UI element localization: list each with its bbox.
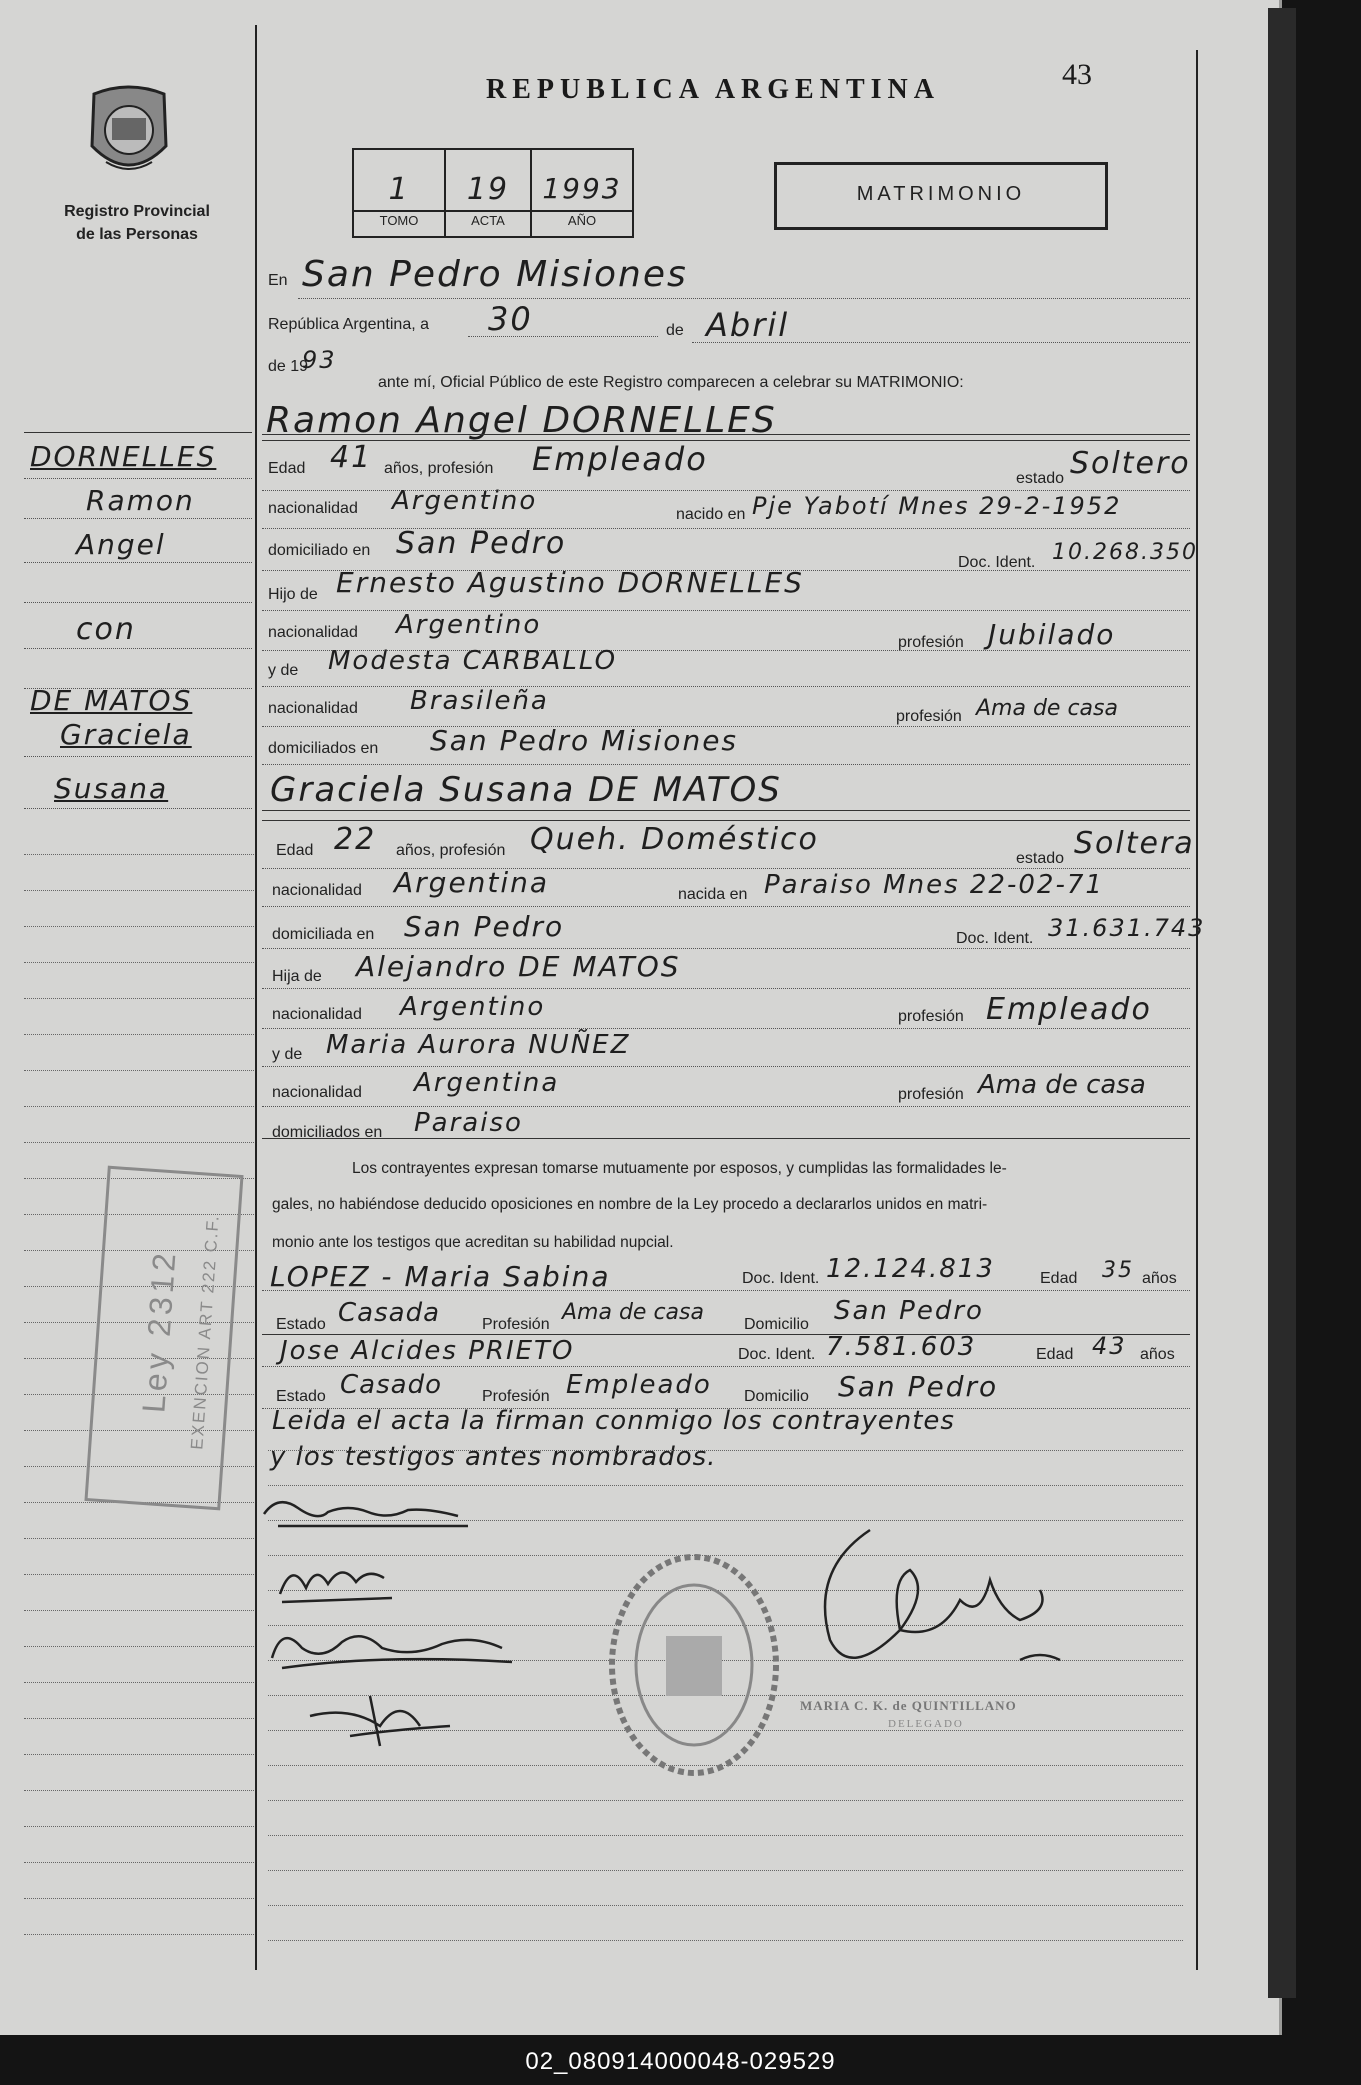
anio-label: AÑO [567, 213, 597, 228]
closing-line-1: Leida el acta la firman conmigo los contrayentes [272, 1406, 955, 1436]
groom-born-label: nacido en [676, 506, 746, 523]
bride-status: Soltera [1074, 826, 1195, 861]
act-type-label: MATRIMONIO [856, 183, 1026, 205]
bride-doc: 31.631.743 [1048, 914, 1206, 942]
acta-label: ACTA [471, 213, 505, 228]
bride-mother-nationality: Argentina [414, 1068, 560, 1098]
margin-con: con [76, 612, 136, 647]
witness1-doc-label: Doc. Ident. [742, 1270, 820, 1287]
year-suffix-value: 93 [302, 346, 337, 374]
witness2-years-label: años [1140, 1346, 1175, 1363]
closing-line-2: y los testigos antes nombrados. [270, 1442, 717, 1472]
groom-father-nationality: Argentino [396, 610, 542, 640]
witness2-age-label: Edad [1036, 1346, 1074, 1363]
bride-status-label: estado [1016, 850, 1065, 867]
witness1-age-label: Edad [1040, 1270, 1078, 1287]
groom-doc: 10.268.350 [1052, 540, 1198, 565]
official-title: DELEGADO [888, 1718, 964, 1730]
witness2-name: Jose Alcides PRIETO [280, 1336, 575, 1366]
groom-father: Ernesto Agustino DORNELLES [336, 566, 804, 599]
groom-nationality-label: nacionalidad [268, 500, 358, 517]
de-label: de [666, 322, 684, 339]
witness2-domicile-label: Domicilio [744, 1388, 809, 1405]
groom-father-label: Hijo de [268, 586, 318, 603]
witness1-status: Casada [338, 1298, 441, 1328]
official-name: MARIA C. K. de QUINTILLANO [800, 1698, 1017, 1713]
signature-groom-icon [258, 1486, 478, 1532]
groom-mother-nationality-label: nacionalidad [268, 700, 358, 717]
groom-status: Soltero [1070, 446, 1191, 481]
groom-parents-domicile-label: domiciliados en [268, 740, 379, 757]
stamp-exemption-text: EXENCION ART 222 C.F. [187, 1213, 223, 1451]
witness2-age: 43 [1092, 1332, 1127, 1360]
country-title: REPUBLICA ARGENTINA [486, 74, 940, 105]
place-value: San Pedro Misiones [302, 254, 688, 295]
bride-mother: Maria Aurora NUÑEZ [326, 1030, 631, 1060]
registry-name-line2: de las Personas [76, 226, 198, 243]
official-signature-icon [790, 1510, 1090, 1690]
bride-born-label: nacida en [678, 886, 748, 903]
republica-label: República Argentina, a [268, 316, 429, 333]
official-seal-icon [604, 1550, 784, 1780]
witness1-profession-label: Profesión [482, 1316, 550, 1333]
witness1-status-label: Estado [276, 1316, 326, 1333]
legal-text-3: monio ante los testigos que acreditan su habilidad nupcial. [272, 1234, 674, 1251]
margin-surname2: DE MATOS [30, 684, 193, 717]
month-value: Abril [706, 306, 790, 344]
witness2-profession: Empleado [566, 1370, 712, 1400]
bride-born: Paraiso Mnes 22-02-71 [764, 870, 1104, 900]
page-number: 43 [1062, 58, 1092, 91]
left-margin-rule [255, 25, 257, 1970]
groom-nationality: Argentino [392, 486, 538, 516]
witness1-doc: 12.124.813 [826, 1254, 995, 1284]
right-margin-rule [1196, 50, 1198, 1970]
witness2-status: Casado [340, 1370, 442, 1400]
bride-profession-label: años, profesión [396, 842, 506, 859]
witness2-domicile: San Pedro [838, 1370, 999, 1403]
groom-father-nationality-label: nacionalidad [268, 624, 358, 641]
tomo-value: 1 [388, 172, 410, 207]
witness1-domicile-label: Domicilio [744, 1316, 809, 1333]
margin-given2b: Susana [54, 772, 169, 805]
signature-witness2-icon [290, 1686, 470, 1756]
groom-born: Pje Yabotí Mnes 29-2-1952 [752, 492, 1122, 520]
bride-father-profession-label: profesión [898, 1008, 964, 1025]
groom-domicile: San Pedro [396, 526, 567, 561]
groom-domicile-label: domiciliado en [268, 542, 371, 559]
bride-age-label: Edad [276, 842, 314, 859]
witness2-doc-label: Doc. Ident. [738, 1346, 816, 1363]
bride-nationality: Argentina [394, 866, 550, 899]
groom-status-label: estado [1016, 470, 1065, 487]
bride-age: 22 [334, 822, 377, 857]
signature-bride-icon [272, 1554, 402, 1610]
exemption-stamp [84, 1166, 243, 1511]
bride-father-label: Hija de [272, 968, 322, 985]
year-prefix: de 19 [268, 358, 309, 375]
bride-father-profession: Empleado [986, 992, 1152, 1027]
bride-nationality-label: nacionalidad [272, 882, 362, 899]
record-number-table [352, 148, 634, 238]
margin-given2a: Graciela [60, 718, 192, 751]
tomo-label: TOMO [379, 213, 419, 228]
bride-doc-label: Doc. Ident. [956, 930, 1034, 947]
groom-mother-profession: Ama de casa [976, 696, 1118, 721]
groom-father-profession: Jubilado [988, 618, 1116, 651]
groom-mother-nationality: Brasileña [410, 686, 549, 716]
bride-father: Alejandro DE MATOS [356, 950, 681, 983]
legal-text-2: gales, no habiéndose deducido oposiciones en nombre de la Ley procedo a declararlos unidos en matri- [272, 1196, 988, 1213]
file-id-footer: 02_080914000048-029529 [525, 2048, 836, 2075]
stamp-law-text: Ley 2312 [135, 1248, 183, 1415]
margin-given1a: Ramon [86, 484, 195, 517]
witness1-years-label: años [1142, 1270, 1177, 1287]
groom-parents-domicile: San Pedro Misiones [430, 724, 739, 757]
groom-profession: Empleado [532, 440, 708, 478]
witness2-profession-label: Profesión [482, 1388, 550, 1405]
groom-age: 41 [330, 440, 373, 475]
en-label: En [268, 272, 288, 289]
groom-doc-label: Doc. Ident. [958, 554, 1036, 571]
witness1-domicile: San Pedro [834, 1296, 984, 1326]
registry-name-line1: Registro Provincial [64, 203, 210, 220]
day-value: 30 [488, 300, 533, 338]
anio-value: 1993 [542, 172, 622, 205]
bride-mother-profession: Ama de casa [978, 1070, 1146, 1100]
groom-mother-profession-label: profesión [896, 708, 962, 725]
acta-value: 19 [466, 172, 510, 207]
witness1-age: 35 [1102, 1258, 1134, 1283]
bride-father-nationality-label: nacionalidad [272, 1006, 362, 1023]
groom-profession-label: años, profesión [384, 460, 494, 477]
signature-witness1-icon [262, 1618, 522, 1678]
witness2-status-label: Estado [276, 1388, 326, 1405]
groom-name: Ramon Angel DORNELLES [266, 400, 777, 441]
groom-mother-label: y de [268, 662, 299, 679]
groom-father-profession-label: profesión [898, 634, 964, 651]
bride-domicile: San Pedro [404, 910, 565, 943]
bride-domicile-label: domiciliada en [272, 926, 375, 943]
bride-mother-label: y de [272, 1046, 303, 1063]
groom-mother: Modesta CARBALLO [328, 646, 618, 676]
book-binding-edge [1268, 8, 1296, 1998]
witness2-doc: 7.581.603 [826, 1332, 977, 1362]
registry-seal-icon [86, 84, 172, 182]
bride-name: Graciela Susana DE MATOS [270, 770, 782, 810]
bride-parents-domicile-label: domiciliados en [272, 1124, 383, 1141]
bride-profession: Queh. Doméstico [530, 822, 819, 857]
bride-mother-profession-label: profesión [898, 1086, 964, 1103]
groom-age-label: Edad [268, 460, 306, 477]
witness1-profession: Ama de casa [562, 1300, 704, 1325]
margin-surname1: DORNELLES [30, 440, 217, 473]
intro-text: ante mí, Oficial Público de este Registro comparecen a celebrar su MATRIMONIO: [378, 374, 964, 391]
witness1-name: LOPEZ - Maria Sabina [270, 1260, 611, 1293]
bride-father-nationality: Argentino [400, 992, 546, 1022]
bride-mother-nationality-label: nacionalidad [272, 1084, 362, 1101]
legal-text-1: Los contrayentes expresan tomarse mutuamente por esposos, y cumplidas las formalidades le- [352, 1160, 1007, 1177]
act-type-box [774, 162, 1108, 230]
margin-given1b: Angel [76, 528, 166, 561]
bride-parents-domicile: Paraiso [414, 1108, 523, 1138]
